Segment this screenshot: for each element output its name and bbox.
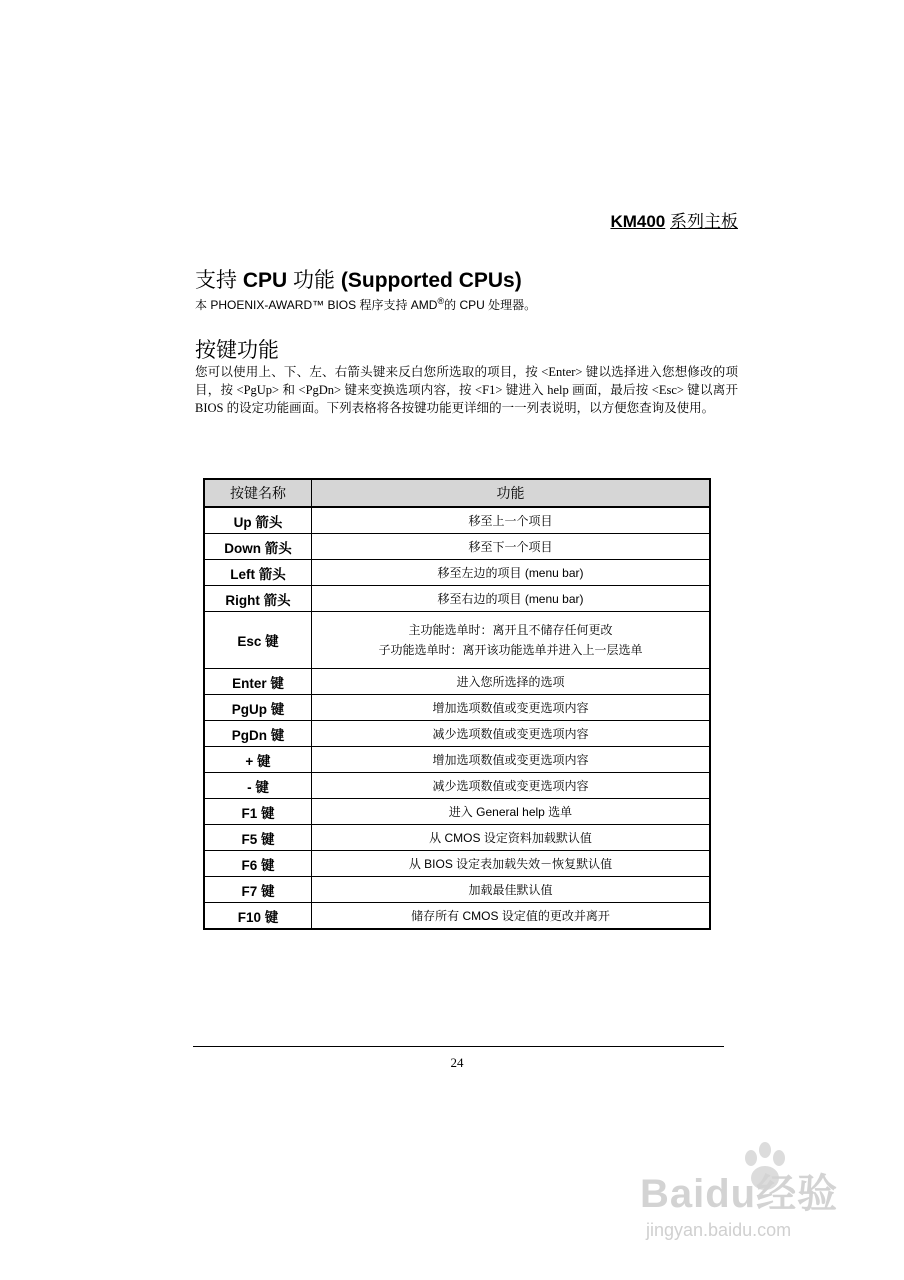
key-name-cell: F1 键: [204, 799, 312, 825]
header-key-name: 按键名称: [204, 479, 312, 507]
key-function-cell: 进入您所选择的选项: [312, 669, 711, 695]
watermark-url: jingyan.baidu.com: [646, 1220, 792, 1240]
cpu-title-b: CPU: [242, 269, 288, 292]
table-row: [204, 799, 710, 825]
baidu-watermark: [640, 1140, 890, 1260]
key-function-cell: 增加选项数值或变更选项内容: [312, 747, 711, 773]
key-function-cell: 移至右边的项目 (menu bar): [312, 586, 711, 612]
key-function-cell: 储存所有 CMOS 设定值的更改并离开: [312, 903, 711, 930]
key-function-cell: [312, 612, 711, 669]
key-function-cell: 减少选项数值或变更选项内容: [312, 721, 711, 747]
cpu-support-text: [195, 296, 536, 313]
key-function-cell: 移至下一个项目: [312, 534, 711, 560]
key-name-cell: Right 箭头: [204, 586, 312, 612]
key-name-cell: F10 键: [204, 903, 312, 930]
cpu-title-d: (Supported CPUs): [340, 269, 522, 292]
key-name-cell: Up 箭头: [204, 507, 312, 534]
keys-description: 您可以使用上、下、左、右箭头键来反白您所选取的项目，按 <Enter> 键以选择进入您想修改的项目，按 <PgUp> 和 <PgDn> 键来变换选项内容，按 <F1> 键进入 help 画面，最后按 <Esc> 键以离开 BIOS 的设定功能画面。下列表格将各按键功能更详细的一一列表说明，以方便您查询及使用。: [195, 365, 738, 415]
table-row: [204, 560, 710, 586]
table-row: [204, 695, 710, 721]
key-function-cell: 加载最佳默认值: [312, 877, 711, 903]
header-model: KM400: [610, 212, 666, 231]
table-header-row: [204, 479, 710, 507]
page-header: [560, 207, 738, 232]
cpu-title-c: 功能: [293, 269, 336, 292]
key-name-cell: PgDn 键: [204, 721, 312, 747]
page-number: 24: [450, 1055, 464, 1070]
watermark-brand: Baidu经验: [640, 1172, 839, 1216]
support-text-after: 的 CPU 处理器。: [444, 298, 537, 312]
table-row: [204, 507, 710, 534]
table-row: [204, 851, 710, 877]
key-name-cell: Left 箭头: [204, 560, 312, 586]
function-line-2: 子功能选单时：离开该功能选单并进入上一层选单: [378, 643, 643, 657]
table-row: [204, 669, 710, 695]
key-name-cell: F5 键: [204, 825, 312, 851]
key-function-cell: 移至左边的项目 (menu bar): [312, 560, 711, 586]
header-function: 功能: [312, 479, 711, 507]
table-row: [204, 903, 710, 930]
key-function-table: [203, 478, 711, 930]
key-function-cell: 增加选项数值或变更选项内容: [312, 695, 711, 721]
table-row: [204, 721, 710, 747]
key-name-cell: Down 箭头: [204, 534, 312, 560]
key-name-cell: - 键: [204, 773, 312, 799]
key-function-cell: 从 CMOS 设定资料加载默认值: [312, 825, 711, 851]
key-name-cell: PgUp 键: [204, 695, 312, 721]
registered-mark: ®: [437, 296, 445, 306]
key-name-cell: Esc 键: [204, 612, 312, 669]
key-function-cell: 移至上一个项目: [312, 507, 711, 534]
support-text-before: 本 PHOENIX-AWARD™ BIOS 程序支持 AMD: [195, 298, 438, 312]
footer-divider: [193, 1046, 724, 1047]
table-row: [204, 825, 710, 851]
key-name-cell: + 键: [204, 747, 312, 773]
table-row: [204, 534, 710, 560]
key-function-cell: 进入 General help 选单: [312, 799, 711, 825]
table-row: [204, 877, 710, 903]
key-name-cell: F6 键: [204, 851, 312, 877]
key-function-cell: 减少选项数值或变更选项内容: [312, 773, 711, 799]
table-row: [204, 773, 710, 799]
table-row: [204, 747, 710, 773]
cpu-section-title: [195, 264, 522, 294]
keys-section-title: 按键功能: [195, 338, 279, 362]
header-series: 系列主板: [670, 212, 738, 231]
table-row: [204, 612, 710, 669]
key-name-cell: Enter 键: [204, 669, 312, 695]
cpu-title-a: 支持: [195, 269, 237, 292]
function-line-1: 主功能选单时：离开且不储存任何更改: [408, 623, 613, 637]
table-row: [204, 586, 710, 612]
key-function-cell: 从 BIOS 设定表加载失效－恢复默认值: [312, 851, 711, 877]
key-name-cell: F7 键: [204, 877, 312, 903]
